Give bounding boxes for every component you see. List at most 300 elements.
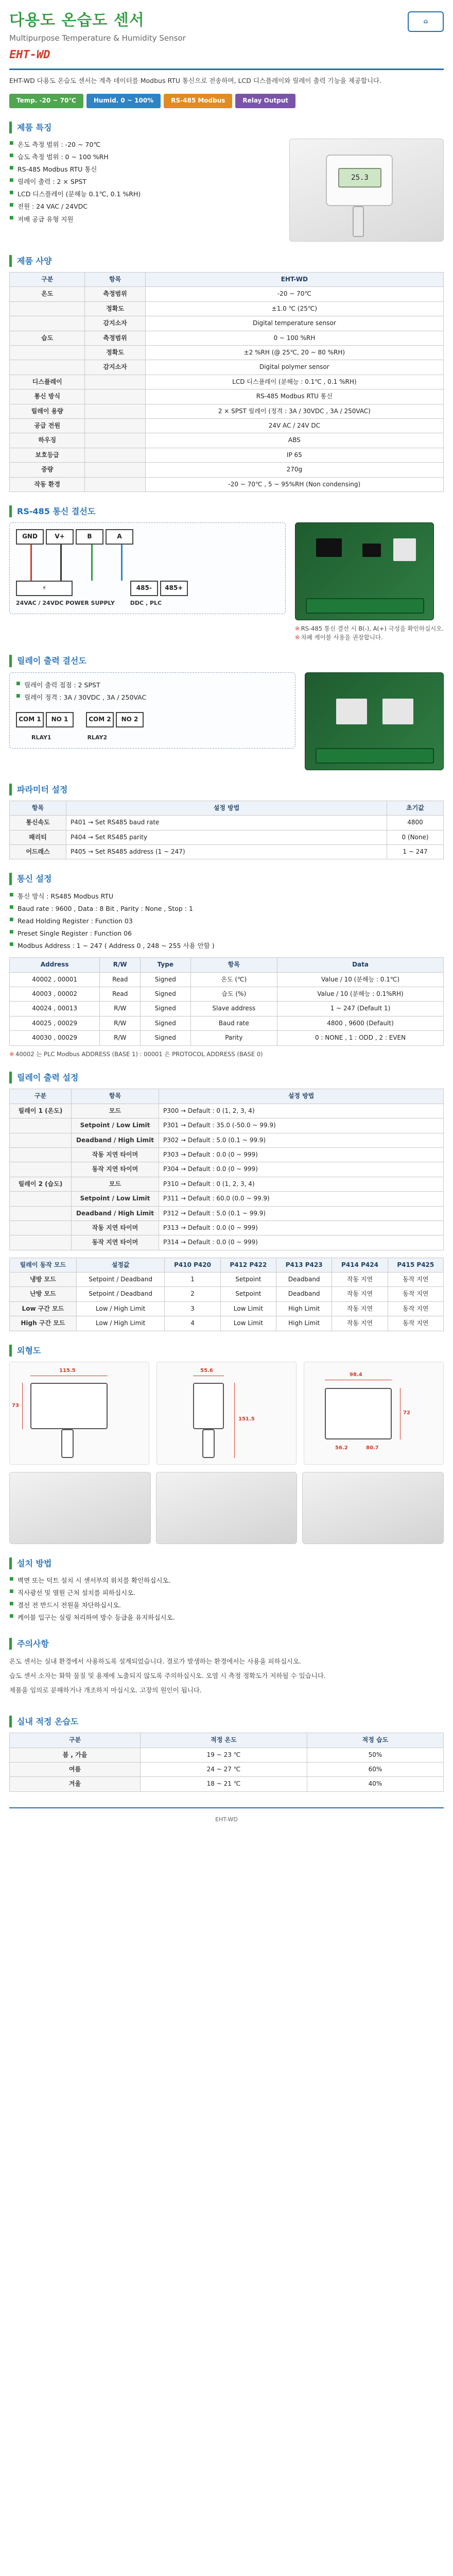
table-cell: 3	[165, 1301, 220, 1316]
table-row	[10, 1235, 444, 1250]
table-cell: 40024 , 00013	[10, 1002, 100, 1016]
table-cell: 작동 지연 타이머	[72, 1221, 159, 1235]
dimension-side	[156, 1362, 297, 1465]
table-cell: RS-485 Modbus RTU 통신	[145, 389, 443, 404]
table-cell: Deadband / High Limit	[72, 1206, 159, 1221]
table-cell	[10, 316, 85, 331]
features-section	[9, 139, 444, 242]
table-row	[10, 1177, 444, 1191]
tag-relay: Relay Output	[235, 94, 295, 108]
spec-table-body	[10, 287, 444, 492]
page-footer: EHT-WD	[9, 1807, 444, 1837]
pcb-chip-icon	[316, 538, 342, 557]
table-cell: 냉방 모드	[10, 1273, 77, 1287]
relay-block-icon	[336, 699, 367, 724]
table-cell: 작동 지연	[332, 1316, 388, 1331]
table-cell: 18 ~ 21 ℃	[140, 1777, 307, 1791]
table-row	[10, 1748, 444, 1762]
table-cell: P314 → Default : 0.0 (0 ~ 999)	[159, 1235, 444, 1250]
table-cell: P405 → Set RS485 address (1 ~ 247)	[66, 844, 387, 859]
table-cell: R/W	[100, 1031, 141, 1045]
table-cell: Deadband	[276, 1287, 332, 1301]
dim-label: 151.5	[238, 1416, 255, 1422]
table-cell: Setpoint / Deadband	[76, 1287, 165, 1301]
notice-paragraph: 습도 센서 소자는 화학 물질 및 용제에 노출되지 않도록 주의하십시오. 오염 시 측정 정확도가 저하될 수 있습니다.	[9, 1671, 326, 1680]
feature-item: ■ LCD 디스플레이 (분해능 0.1℃, 0.1 %RH)	[9, 188, 281, 200]
table-cell: 겨울	[10, 1777, 141, 1791]
spec-table	[9, 272, 444, 492]
feature-item: ■ 전원 : 24 VAC / 24VDC	[9, 200, 281, 213]
table-cell: 40025 , 00029	[10, 1016, 100, 1030]
terminal-no2: NO 2	[116, 712, 144, 727]
table-cell: Signed	[141, 987, 190, 1001]
rs485-section	[9, 522, 444, 641]
param-header-cell: 항목	[10, 801, 66, 815]
terminal-a: A	[106, 529, 133, 545]
table-cell: Read	[100, 987, 141, 1001]
install-item: ■ 케이블 입구는 실링 처리하여 방수 등급을 유지하십시오.	[9, 1612, 444, 1624]
table-cell	[85, 389, 145, 404]
bus-label: DDC , PLC	[130, 600, 162, 607]
rs485-diagram	[9, 522, 286, 614]
table-row	[10, 1133, 444, 1147]
table-cell	[10, 1147, 72, 1162]
table-cell: 1 ~ 247 (Default 1)	[277, 1002, 444, 1016]
pcb-terminal-block	[316, 748, 434, 764]
wire-green	[91, 545, 93, 581]
table-row	[10, 389, 444, 404]
table-cell: Setpoint / Low Limit	[72, 1118, 159, 1133]
env-header-cell: 구분	[10, 1733, 141, 1748]
table-cell: Value / 10 (분해능 : 0.1℃)	[277, 972, 444, 987]
table-cell: 동작 지연 타이머	[72, 1162, 159, 1177]
dim-label: 80.7	[366, 1445, 379, 1451]
comm-item: ■ Baud rate : 9600 , Data : 8 Bit , Parity : None , Stop : 1	[9, 903, 444, 915]
notice-paragraph: 온도 센서는 실내 환경에서 사용하도록 설계되었습니다. 결로가 발생하는 환경에서는 사용을 피하십시오.	[9, 1657, 301, 1665]
relay-label: RLAY2	[87, 734, 108, 741]
device-probe-icon	[353, 206, 364, 237]
terminal-com2: COM 2	[86, 712, 114, 727]
table-cell: 동작 지연 타이머	[72, 1235, 159, 1250]
table-cell	[85, 375, 145, 389]
table-cell: Signed	[141, 1016, 190, 1030]
relay-diagram	[9, 672, 295, 749]
mode-header-cell: P413 P423	[276, 1258, 332, 1272]
table-cell: -20 ~ 70℃	[145, 287, 443, 301]
table-cell: 2 × SPST 릴레이 (정격 : 3A / 30VDC , 3A / 250VAC)	[145, 404, 443, 418]
comm-item: ■ Preset Single Register : Function 06	[9, 927, 444, 940]
dimension-drawings	[9, 1362, 444, 1465]
table-cell	[10, 301, 85, 316]
table-cell: 측정범위	[85, 331, 145, 345]
table-cell: 1 ~ 247	[387, 844, 444, 859]
comm-item: ■ 통신 방식 : RS485 Modbus RTU	[9, 890, 444, 903]
relay-param-header-cell: 항목	[72, 1089, 159, 1104]
table-cell: 1	[165, 1273, 220, 1287]
dim-label: 56.2	[335, 1445, 348, 1451]
table-cell	[85, 463, 145, 477]
table-cell: 60%	[307, 1762, 443, 1777]
pcb-terminal-block	[306, 598, 424, 614]
table-row	[10, 844, 444, 859]
relay-block-icon	[382, 699, 413, 724]
table-row	[10, 404, 444, 418]
table-cell	[10, 345, 85, 360]
table-cell: 여름	[10, 1762, 141, 1777]
table-cell: 온도 (℃)	[190, 972, 277, 987]
table-cell: P303 → Default : 0.0 (0 ~ 999)	[159, 1147, 444, 1162]
env-header-cell: 적정 온도	[140, 1733, 307, 1748]
spec-header-cell: 구분	[10, 273, 85, 287]
table-row	[10, 331, 444, 345]
table-cell: 0 ~ 100 %RH	[145, 331, 443, 345]
table-row	[10, 987, 444, 1001]
install-item: ■ 직사광선 및 열원 근처 설치를 피하십시오.	[9, 1587, 444, 1599]
table-cell: 디스플레이	[10, 375, 85, 389]
table-cell: 패리티	[10, 830, 66, 844]
table-row	[10, 1162, 444, 1177]
feature-item: ■ 습도 측정 범위 : 0 ~ 100 %RH	[9, 151, 281, 163]
table-cell: P300 → Default : 0 (1, 2, 3, 4)	[159, 1104, 444, 1118]
table-cell: ABS	[145, 433, 443, 448]
table-cell: P312 → Default : 5.0 (0.1 ~ 99.9)	[159, 1206, 444, 1221]
device-body-icon	[326, 155, 393, 206]
drawing-probe	[61, 1429, 74, 1458]
table-row	[10, 1206, 444, 1221]
dim-label: 98.4	[350, 1371, 362, 1378]
table-cell: Low / High Limit	[76, 1316, 165, 1331]
wire-lines	[16, 545, 279, 581]
table-cell: 습도	[10, 331, 85, 345]
table-cell: 작동 지연	[332, 1287, 388, 1301]
table-cell: 40%	[307, 1777, 443, 1791]
terminal-b: B	[76, 529, 103, 545]
table-cell: 4800	[387, 816, 444, 830]
table-cell: Digital polymer sensor	[145, 360, 443, 375]
table-cell: 릴레이 1 (온도)	[10, 1104, 72, 1118]
product-photo	[302, 1472, 444, 1544]
modbus-header-cell: 항목	[190, 958, 277, 972]
spec-title: 제품 사양	[9, 255, 444, 267]
tag-temp: Temp. -20 ~ 70℃	[9, 94, 83, 108]
comm-item: ■ Read Holding Register : Function 03	[9, 915, 444, 927]
table-cell: High 구간 모드	[10, 1316, 77, 1331]
relay-param-header-cell: 구분	[10, 1089, 72, 1104]
table-cell	[10, 1133, 72, 1147]
mode-header-cell: 릴레이 동작 모드	[10, 1258, 77, 1272]
table-row	[10, 1002, 444, 1016]
mode-table-body	[10, 1273, 444, 1331]
modbus-header-cell: R/W	[100, 958, 141, 972]
table-cell: 24V AC / 24V DC	[145, 418, 443, 433]
table-row	[10, 1287, 444, 1301]
table-cell: P401 → Set RS485 baud rate	[66, 816, 387, 830]
table-cell: 릴레이 2 (습도)	[10, 1177, 72, 1191]
table-cell: P313 → Default : 0.0 (0 ~ 999)	[159, 1221, 444, 1235]
table-row	[10, 433, 444, 448]
features-title: 제품 특징	[9, 122, 444, 133]
table-row	[10, 316, 444, 331]
relay-section	[9, 672, 444, 770]
table-cell: 습도 (%)	[190, 987, 277, 1001]
mode-table	[9, 1258, 444, 1331]
table-cell: ±2 %RH (@ 25℃, 20 ~ 80 %RH)	[145, 345, 443, 360]
table-cell	[10, 1162, 72, 1177]
comm-list	[9, 890, 444, 953]
table-cell	[10, 1192, 72, 1206]
relay-item: ■ 릴레이 정격 : 3A / 30VDC , 3A / 250VAC	[16, 691, 289, 704]
power-label: 24VAC / 24VDC POWER SUPPLY	[16, 600, 115, 607]
install-list	[9, 1574, 444, 1624]
param-table-body	[10, 816, 444, 859]
terminal-com1: COM 1	[16, 712, 44, 727]
wire-red	[30, 545, 32, 581]
dim-label: 73	[12, 1402, 19, 1409]
relay-pcb-photo	[305, 672, 444, 770]
intro-text: EHT-WD 다용도 온습도 센서는 계측 데이터를 Modbus RTU 통신으로 전송하며, LCD 디스플레이와 릴레이 출력 기능을 제공합니다.	[9, 77, 382, 85]
note-item: ※ 40002 는 PLC Modbus ADDRESS (BASE 1) : 00001 은 PROTOCOL ADDRESS (BASE 0)	[9, 1050, 444, 1059]
spec-header-cell: EHT-WD	[145, 273, 443, 287]
table-cell: P404 → Set RS485 parity	[66, 830, 387, 844]
product-photo	[156, 1472, 298, 1544]
table-cell: 작동 지연	[332, 1301, 388, 1316]
mode-header-cell: P414 P424	[332, 1258, 388, 1272]
terminal-vplus: V+	[46, 529, 74, 545]
table-row	[10, 375, 444, 389]
table-row	[10, 287, 444, 301]
table-cell: 온도	[10, 287, 85, 301]
table-cell: Low / High Limit	[76, 1301, 165, 1316]
table-cell: R/W	[100, 1002, 141, 1016]
table-cell: IP 65	[145, 448, 443, 462]
modbus-header-cell: Data	[277, 958, 444, 972]
wire-blue	[121, 545, 123, 581]
table-cell: LCD 디스플레이 (분해능 : 0.1℃ , 0.1 %RH)	[145, 375, 443, 389]
table-row	[10, 972, 444, 987]
table-cell	[10, 1221, 72, 1235]
table-cell: Deadband	[276, 1273, 332, 1287]
table-cell: Signed	[141, 1031, 190, 1045]
table-cell: 2	[165, 1287, 220, 1301]
mode-header-row	[10, 1258, 444, 1272]
rs485-notes	[295, 624, 444, 641]
sensor-terminals	[16, 529, 279, 545]
table-cell: 측정범위	[85, 287, 145, 301]
table-row	[10, 463, 444, 477]
relay-terminals	[16, 712, 289, 727]
terminal-gnd: GND	[16, 529, 44, 545]
table-row	[10, 1762, 444, 1777]
table-row	[10, 301, 444, 316]
table-cell: P302 → Default : 5.0 (0.1 ~ 99.9)	[159, 1133, 444, 1147]
bus-terminals	[130, 581, 188, 596]
table-cell: Setpoint / Deadband	[76, 1273, 165, 1287]
modbus-header-cell: Address	[10, 958, 100, 972]
install-item: ■ 벽면 또는 덕트 설치 시 센서부의 위치를 확인하십시오.	[9, 1574, 444, 1587]
feature-item: ■ 저배 공급 유형 지원	[9, 213, 281, 226]
param-title: 파라미터 설정	[9, 784, 444, 795]
table-row	[10, 1316, 444, 1331]
dim-label: 115.5	[59, 1367, 76, 1374]
modbus-header-cell: Type	[141, 958, 190, 972]
drawing-top	[325, 1388, 392, 1439]
dimension-top	[304, 1362, 444, 1465]
page-title: 다용도 온습도 센서	[9, 11, 145, 29]
power-supply-icon: ⚡	[16, 581, 73, 596]
notice-title: 주의사항	[9, 1638, 444, 1650]
feature-item: ■ 릴레이 출력 : 2 × SPST	[9, 176, 281, 188]
table-cell: 4800 , 9600 (Default)	[277, 1016, 444, 1030]
table-cell: Read	[100, 972, 141, 987]
param-header-cell: 설정 방법	[66, 801, 387, 815]
table-cell: 40030 , 00029	[10, 1031, 100, 1045]
env-header-cell: 적정 습도	[307, 1733, 443, 1748]
dim-title: 외형도	[9, 1345, 444, 1357]
table-cell: 중량	[10, 463, 85, 477]
table-cell: Setpoint / Low Limit	[72, 1192, 159, 1206]
table-cell	[10, 360, 85, 375]
tag-modbus: RS-485 Modbus	[164, 94, 232, 108]
drawing-side	[193, 1383, 224, 1429]
table-cell	[85, 477, 145, 492]
mode-header-cell: 설정값	[76, 1258, 165, 1272]
table-row	[10, 816, 444, 830]
table-cell: 통신속도	[10, 816, 66, 830]
table-cell: 감지소자	[85, 316, 145, 331]
feature-list	[9, 139, 281, 242]
note-item: ※ RS-485 통신 결선 시 B(-), A(+) 극성을 확인하십시오.	[295, 624, 444, 633]
table-cell: 동작 지연	[388, 1287, 443, 1301]
table-row	[10, 345, 444, 360]
pcb-photo	[295, 522, 434, 620]
table-row	[10, 1016, 444, 1030]
table-cell: 0 : NONE , 1 : ODD , 2 : EVEN	[277, 1031, 444, 1045]
terminal-no1: NO 1	[46, 712, 74, 727]
table-row	[10, 1221, 444, 1235]
env-table	[9, 1733, 444, 1792]
page-subtitle: Multipurpose Temperature & Humidity Sensor	[9, 33, 186, 43]
table-cell: Low 구간 모드	[10, 1301, 77, 1316]
table-row	[10, 477, 444, 492]
table-cell: 동작 지연	[388, 1316, 443, 1331]
table-cell: 하우징	[10, 433, 85, 448]
table-cell: 공급 전원	[10, 418, 85, 433]
table-cell: Baud rate	[190, 1016, 277, 1030]
table-row	[10, 1104, 444, 1118]
relay-param-title: 릴레이 출력 설정	[9, 1072, 444, 1083]
table-cell: -20 ~ 70℃ , 5 ~ 95%RH (Non condensing)	[145, 477, 443, 492]
table-row	[10, 1777, 444, 1791]
notice-text	[9, 1655, 444, 1702]
table-cell: 정확도	[85, 345, 145, 360]
table-cell: P310 → Default : 0 (1, 2, 3, 4)	[159, 1177, 444, 1191]
table-cell: 동작 지연	[388, 1273, 443, 1287]
table-cell: Slave address	[190, 1002, 277, 1016]
modbus-table-body	[10, 972, 444, 1045]
param-table	[9, 801, 444, 860]
table-cell: 270g	[145, 463, 443, 477]
table-cell: Digital temperature sensor	[145, 316, 443, 331]
product-photo	[9, 1472, 151, 1544]
dim-label: 55.6	[200, 1367, 213, 1374]
table-cell	[85, 418, 145, 433]
table-cell: Setpoint	[220, 1273, 276, 1287]
table-cell: 모드	[72, 1177, 159, 1191]
table-cell	[85, 404, 145, 418]
table-cell: High Limit	[276, 1316, 332, 1331]
terminal-485-minus: 485-	[130, 581, 158, 596]
mode-header-cell: P415 P425	[388, 1258, 443, 1272]
relay-param-table-body	[10, 1104, 444, 1250]
drawing-body	[30, 1383, 108, 1429]
table-cell: 40002 , 00001	[10, 972, 100, 987]
mode-header-cell: P410 P420	[165, 1258, 220, 1272]
table-cell	[10, 1235, 72, 1250]
notice-paragraph: 제품을 임의로 분해하거나 개조하지 마십시오. 고장의 원인이 됩니다.	[9, 1686, 202, 1694]
table-cell: 작동 지연 타이머	[72, 1147, 159, 1162]
table-cell: 40003 , 00002	[10, 987, 100, 1001]
table-cell: Value / 10 (분해능 : 0.1%RH)	[277, 987, 444, 1001]
install-title: 설치 방법	[9, 1557, 444, 1569]
table-cell: 난방 모드	[10, 1287, 77, 1301]
table-cell: 어드레스	[10, 844, 66, 859]
table-cell: Signed	[141, 1002, 190, 1016]
table-cell: 50%	[307, 1748, 443, 1762]
table-cell: Setpoint	[220, 1287, 276, 1301]
table-cell: R/W	[100, 1016, 141, 1030]
relay-item: ■ 릴레이 출력 접점 : 2 SPST	[16, 679, 289, 691]
relay-label: RLAY1	[31, 734, 51, 741]
table-row	[10, 1031, 444, 1045]
table-cell: 보호등급	[10, 448, 85, 462]
table-cell: Low Limit	[220, 1316, 276, 1331]
table-cell: 모드	[72, 1104, 159, 1118]
page-header	[9, 0, 444, 70]
feature-item: ■ RS-485 Modbus RTU 통신	[9, 163, 281, 176]
table-cell: Signed	[141, 972, 190, 987]
table-row	[10, 418, 444, 433]
dim-label: 72	[403, 1410, 410, 1416]
table-cell: 릴레이 용량	[10, 404, 85, 418]
relay-block-icon	[393, 538, 416, 561]
note-item: ※ 차폐 케이블 사용을 권장합니다.	[295, 633, 444, 642]
spec-header-cell: 항목	[85, 273, 145, 287]
terminal-485-plus: 485+	[160, 581, 188, 596]
relay-param-header-cell: 설정 방법	[159, 1089, 444, 1104]
relay-param-table	[9, 1089, 444, 1250]
env-table-body	[10, 1748, 444, 1791]
table-cell: P304 → Default : 0.0 (0 ~ 999)	[159, 1162, 444, 1177]
table-cell: 0 (None)	[387, 830, 444, 844]
table-cell: 24 ~ 27 ℃	[140, 1762, 307, 1777]
table-row	[10, 1273, 444, 1287]
product-photo-row	[9, 1472, 444, 1544]
table-cell: 작동 지연	[332, 1273, 388, 1287]
mode-header-cell: P412 P422	[220, 1258, 276, 1272]
install-item: ■ 결선 전 반드시 전원을 차단하십시오.	[9, 1599, 444, 1612]
dim-line	[234, 1383, 235, 1458]
table-row	[10, 830, 444, 844]
rs485-title: RS-485 통신 결선도	[9, 505, 444, 517]
relay-list	[16, 679, 289, 704]
table-cell: 정확도	[85, 301, 145, 316]
table-cell: P311 → Default : 60.0 (0.0 ~ 99.9)	[159, 1192, 444, 1206]
table-cell: 통신 방식	[10, 389, 85, 404]
dim-line	[22, 1383, 23, 1429]
comm-item: ■ Modbus Address : 1 ~ 247 ( Address 0 , 248 ~ 255 사용 안함 )	[9, 940, 444, 952]
table-cell: Parity	[190, 1031, 277, 1045]
comm-title: 통신 설정	[9, 873, 444, 885]
